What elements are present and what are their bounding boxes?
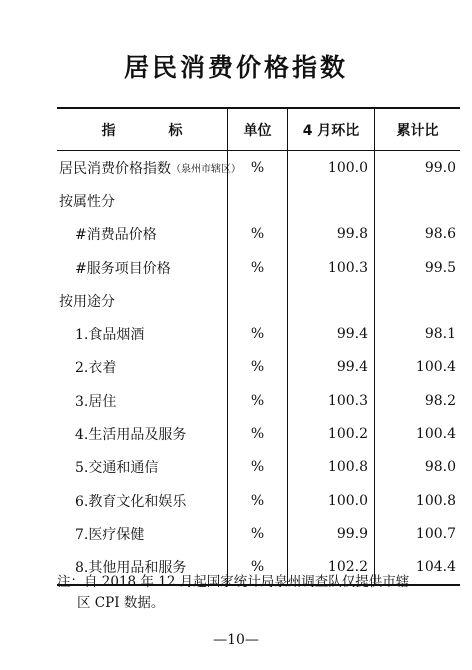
row-1-unit: [227, 184, 287, 217]
header-indicator-left: 指: [101, 122, 116, 139]
header-cumulative: 累计比: [374, 109, 460, 150]
row-name-note: （泉州市辖区）: [171, 164, 241, 176]
row-10-name: [57, 484, 227, 517]
row-9-mom: 100.8: [287, 451, 374, 484]
row-4-name: [57, 284, 227, 317]
row-7-name: [57, 384, 227, 417]
row-6-unit: %: [227, 351, 287, 384]
row-2-mom: 99.8: [287, 218, 374, 251]
row-5-name: [57, 317, 227, 350]
row-7-mom: 100.3: [287, 384, 374, 417]
row-name-text: 3.居住: [75, 393, 117, 410]
row-3-cumulative: 99.5: [374, 251, 460, 284]
footnote-line-1: 注：自 2018 年 12 月起国家统计局泉州调查队仅提供市辖: [57, 574, 410, 590]
row-4-unit: [227, 284, 287, 317]
row-name-text: 5.交通和通信: [75, 460, 159, 477]
row-0-mom: 100.0: [287, 151, 374, 184]
row-10-unit: %: [227, 484, 287, 517]
row-6-cumulative: 100.4: [374, 351, 460, 384]
row-name-text: 6.教育文化和娱乐: [75, 493, 187, 510]
row-7-cumulative: 98.2: [374, 384, 460, 417]
footnote: [57, 572, 462, 614]
row-10-mom: 100.0: [287, 484, 374, 517]
row-10-cumulative: 100.8: [374, 484, 460, 517]
table-header: [57, 109, 460, 150]
row-9-unit: %: [227, 451, 287, 484]
header-unit: 单位: [227, 109, 287, 150]
header-indicator: [57, 109, 227, 150]
row-name-text: 8.其他用品和服务: [75, 560, 187, 577]
row-11-unit: %: [227, 517, 287, 550]
row-11-mom: 99.9: [287, 517, 374, 550]
row-name-text: 4.生活用品及服务: [75, 427, 187, 444]
row-1-name: [57, 184, 227, 217]
row-name-text: 1.食品烟酒: [75, 327, 145, 344]
row-1-cumulative: [374, 184, 460, 217]
row-8-cumulative: 100.4: [374, 417, 460, 450]
header-mom: 4 月环比: [287, 109, 374, 150]
row-2-name: [57, 218, 227, 251]
row-11-name: [57, 517, 227, 550]
row-name-text: 2.衣着: [75, 360, 117, 377]
row-name-text: #消费品价格: [75, 227, 157, 244]
row-9-name: [57, 451, 227, 484]
row-12-unit: %: [227, 551, 287, 584]
row-3-mom: 100.3: [287, 251, 374, 284]
row-2-cumulative: 98.6: [374, 218, 460, 251]
row-6-name: [57, 351, 227, 384]
row-2-unit: %: [227, 218, 287, 251]
row-12-cumulative: 104.4: [374, 551, 460, 584]
row-8-name: [57, 417, 227, 450]
row-4-cumulative: [374, 284, 460, 317]
table-body: [57, 151, 460, 584]
row-8-mom: 100.2: [287, 417, 374, 450]
row-3-name: [57, 251, 227, 284]
cpi-table: [57, 107, 460, 586]
row-5-mom: 99.4: [287, 317, 374, 350]
row-6-mom: 99.4: [287, 351, 374, 384]
page-number: —10—: [213, 632, 259, 648]
row-3-unit: %: [227, 251, 287, 284]
row-name-text: 按用途分: [59, 293, 115, 310]
row-0-cumulative: 99.0: [374, 151, 460, 184]
footnote-line-2: 区 CPI 数据。: [77, 595, 165, 611]
header-indicator-right: 标: [168, 122, 183, 139]
row-11-cumulative: 100.7: [374, 517, 460, 550]
row-9-cumulative: 98.0: [374, 451, 460, 484]
row-name-text: 居民消费价格指数: [59, 160, 171, 177]
row-name-text: 按属性分: [59, 193, 115, 210]
row-name-text: #服务项目价格: [75, 260, 171, 277]
row-8-unit: %: [227, 417, 287, 450]
row-12-mom: 102.2: [287, 551, 374, 584]
row-name-text: 7.医疗保健: [75, 526, 145, 543]
row-1-mom: [287, 184, 374, 217]
row-0-unit: %: [227, 151, 287, 184]
row-5-unit: %: [227, 317, 287, 350]
row-4-mom: [287, 284, 374, 317]
row-5-cumulative: 98.1: [374, 317, 460, 350]
page-title: 居民消费价格指数: [123, 53, 348, 82]
row-7-unit: %: [227, 384, 287, 417]
row-0-name: [57, 151, 241, 184]
